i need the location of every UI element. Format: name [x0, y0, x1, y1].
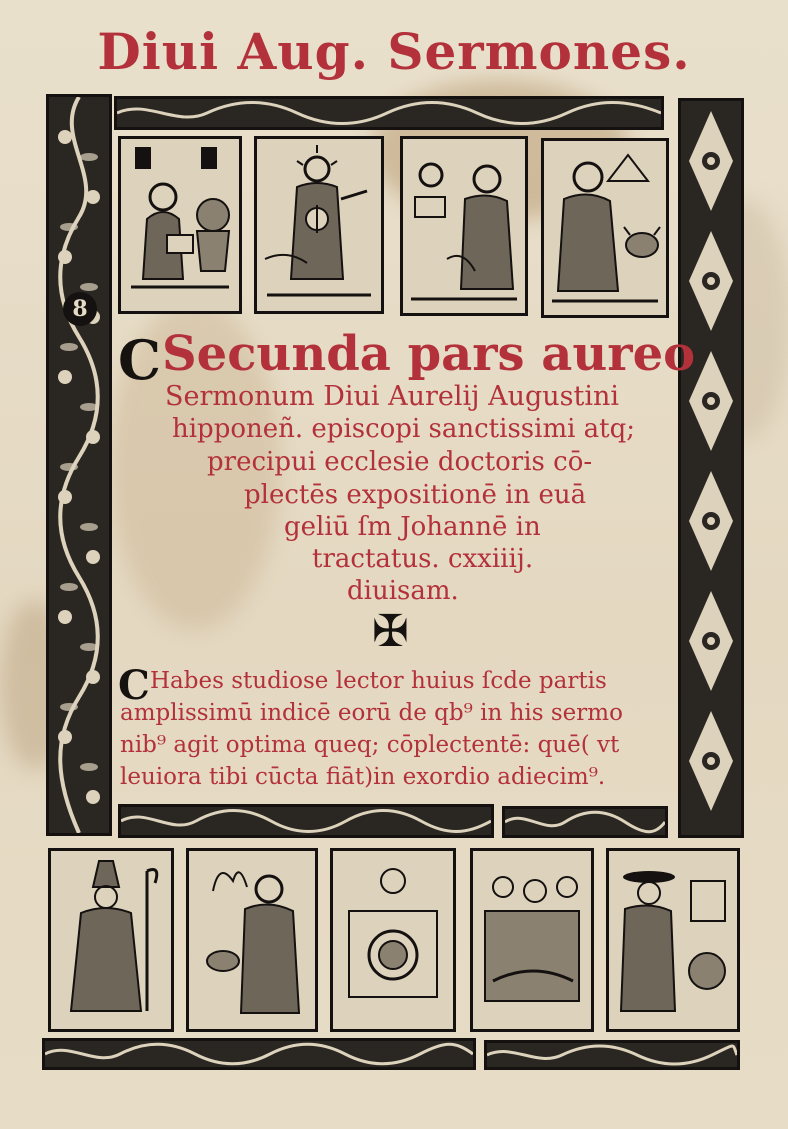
floral-vine-icon	[49, 97, 109, 833]
woodcut-child-with-orb	[254, 136, 384, 314]
bishop-with-crozier-icon	[51, 851, 171, 1029]
paragraph-mark: C	[118, 328, 161, 392]
child-with-orb-icon	[257, 139, 381, 311]
note-line: nib⁹ agit optima queq; cōplectentē: quē( vt	[120, 732, 620, 758]
middle-ornament-band-right	[502, 806, 668, 838]
scroll-vine-icon	[117, 99, 661, 127]
middle-ornament-band-left	[118, 804, 494, 838]
woodcut-saint-with-ox	[541, 138, 669, 318]
bottom-ornament-band-right	[484, 1040, 740, 1070]
lamentation-scene-icon	[473, 851, 591, 1029]
paragraph-mark: C	[118, 662, 150, 709]
cardinal-with-lion-icon	[609, 851, 737, 1029]
title-line: hipponeñ. episcopi sanctissimi atq;	[172, 414, 636, 444]
title-line: Secunda pars aureo	[162, 326, 712, 382]
top-ornament-band	[114, 96, 664, 130]
saint-with-lamb-icon	[189, 851, 315, 1029]
woodcut-cardinal-with-lion	[606, 848, 740, 1032]
woodcut-saint-with-lion	[118, 136, 242, 314]
woodcut-veronica	[330, 848, 456, 1032]
note-line: leuiora tibi cūcta fiāt)in exordio adiecim⁹.	[120, 764, 606, 790]
scroll-vine-icon	[121, 807, 491, 835]
cross-ornament-icon: ✠	[372, 606, 409, 657]
medallion-8: 8	[63, 292, 97, 326]
note-line: Habes studiose lector huius ſcde partis	[150, 668, 607, 694]
diamond-floral-icon	[681, 101, 741, 835]
saint-with-lion-icon	[121, 139, 239, 311]
evangelist-with-angel-icon	[403, 139, 525, 313]
woodcut-lamentation	[470, 848, 594, 1032]
title-line: tractatus. cxxiiij.	[312, 544, 534, 574]
veronica-veil-icon	[333, 851, 453, 1029]
title-line: geliū ſm Johannē in	[284, 512, 541, 542]
woodcut-bishop	[48, 848, 174, 1032]
saint-with-ox-icon	[544, 141, 666, 315]
running-title: Diui Aug. Sermones.	[97, 22, 691, 81]
scroll-vine-icon	[487, 1043, 737, 1067]
scroll-vine-icon	[505, 809, 665, 835]
scroll-vine-icon	[45, 1041, 473, 1067]
woodcut-saint-with-lamb	[186, 848, 318, 1032]
note-line: amplissimū indicē eorū de qb⁹ in his sermo	[120, 700, 623, 726]
left-ornament-border	[46, 94, 112, 836]
title-line: Sermonum Diui Aurelij Augustini	[165, 381, 620, 412]
title-line: diuisam.	[347, 576, 459, 606]
right-ornament-border	[678, 98, 744, 838]
title-line: plectēs expositionē in euā	[244, 480, 587, 510]
bottom-ornament-band-left	[42, 1038, 476, 1070]
title-line: precipui ecclesie doctoris cō-	[207, 447, 593, 477]
woodcut-evangelist-with-angel	[400, 136, 528, 316]
